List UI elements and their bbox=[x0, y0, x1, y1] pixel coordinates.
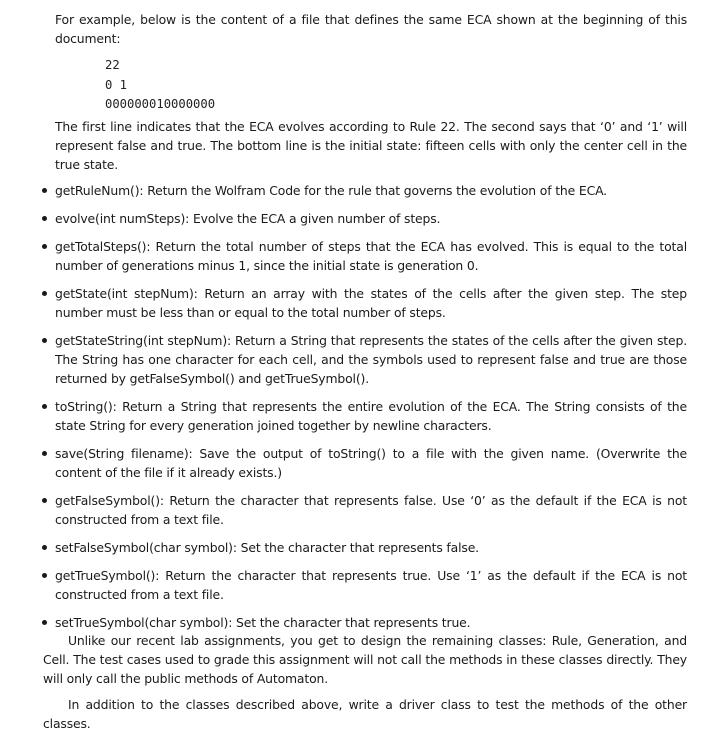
bullet-icon bbox=[42, 216, 47, 221]
method-text: save(String filename): Save the output of toString() to a file with the given name. (Overwrite the content of the file if it already exists.) bbox=[55, 446, 687, 480]
method-item-getrulenum bbox=[55, 181, 687, 200]
method-item-getstate bbox=[55, 284, 687, 322]
intro-paragraph: For example, below is the content of a file that defines the same ECA shown at the beginning of this document: bbox=[55, 12, 687, 46]
bullet-icon bbox=[42, 244, 47, 249]
method-item-getstatestring bbox=[55, 331, 687, 388]
method-item-gettotalsteps bbox=[55, 237, 687, 275]
explanation-paragraph: The first line indicates that the ECA evolves according to Rule 22. The second says that ‘0’ and ‘1’ will represent false and true. The bottom line is the initial state: fifteen cells with only the center cell in the true state. bbox=[55, 119, 687, 172]
closing-paragraph-design: Unlike our recent lab assignments, you get to design the remaining classes: Rule, Generation, and Cell. The test cases used to grade this assignment will not call the methods in these classes directly. They will only call the public methods of Automaton. bbox=[43, 633, 687, 686]
code-line-symbols: 0 1 bbox=[105, 77, 128, 92]
bullet-icon bbox=[42, 620, 47, 625]
bullet-icon bbox=[42, 338, 47, 343]
method-item-save bbox=[55, 444, 687, 482]
method-item-tostring bbox=[55, 397, 687, 435]
method-text: setFalseSymbol(char symbol): Set the character that represents false. bbox=[55, 540, 479, 555]
bullet-icon bbox=[42, 404, 47, 409]
method-item-setfalsesymbol bbox=[55, 538, 687, 557]
bullet-icon bbox=[42, 188, 47, 193]
method-list bbox=[55, 181, 687, 641]
method-text: getRuleNum(): Return the Wolfram Code for the rule that governs the evolution of the ECA. bbox=[55, 183, 607, 198]
method-item-evolve bbox=[55, 209, 687, 228]
method-item-gettruesymbol bbox=[55, 566, 687, 604]
method-text: evolve(int numSteps): Evolve the ECA a given number of steps. bbox=[55, 211, 441, 226]
method-text: getState(int stepNum): Return an array with the states of the cells after the given step. The step number must be less than or equal to the total number of steps. bbox=[55, 286, 687, 320]
method-text: getStateString(int stepNum): Return a String that represents the states of the cells after the given step. The String has one character for each cell, and the symbols used to represent false and true are those returned by getFalseSymbol() and getTrueSymbol(). bbox=[55, 333, 687, 386]
method-text: toString(): Return a String that represents the entire evolution of the ECA. The String consists of the state String for every generation joined together by newline characters. bbox=[55, 399, 687, 433]
code-line-initial-state: 000000010000000 bbox=[105, 97, 216, 111]
bullet-icon bbox=[42, 291, 47, 296]
closing-paragraph-driver: In addition to the classes described above, write a driver class to test the methods of the other classes. bbox=[43, 697, 687, 731]
bullet-icon bbox=[42, 545, 47, 550]
code-block bbox=[105, 56, 215, 115]
method-text: setTrueSymbol(char symbol): Set the character that represents true. bbox=[55, 615, 471, 630]
method-text: getFalseSymbol(): Return the character that represents false. Use ‘0’ as the default if the ECA is not constructed from a text file. bbox=[55, 493, 687, 527]
method-text: getTotalSteps(): Return the total number of steps that the ECA has evolved. This is equal to the total number of generations minus 1, since the initial state is generation 0. bbox=[55, 239, 687, 273]
method-text: getTrueSymbol(): Return the character that represents true. Use ‘1’ as the default if the ECA is not constructed from a text file. bbox=[55, 568, 687, 602]
bullet-icon bbox=[42, 451, 47, 456]
bullet-icon bbox=[42, 573, 47, 578]
method-item-getfalsesymbol bbox=[55, 491, 687, 529]
method-item-settruesymbol bbox=[55, 613, 687, 632]
code-line-rule: 22 bbox=[105, 58, 120, 72]
bullet-icon bbox=[42, 498, 47, 503]
